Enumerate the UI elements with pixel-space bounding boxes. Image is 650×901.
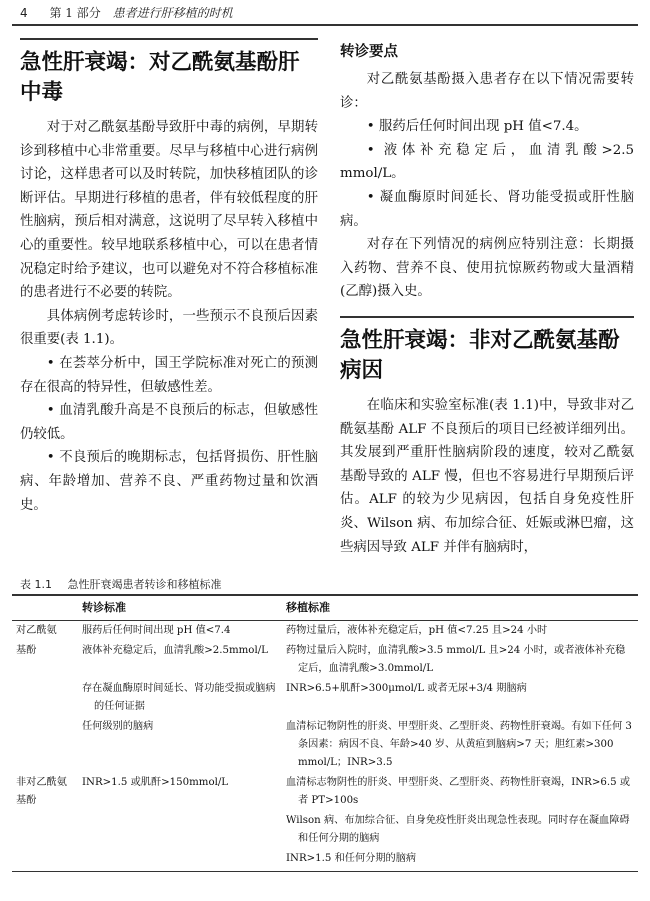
category-cell	[12, 811, 78, 849]
paragraph: 对存在下列情况的病例应特别注意：长期摄入药物、营养不良、使用抗惊厥药物或大量酒精(乙醇)摄入史。	[340, 237, 634, 300]
column-header: 转诊标准	[78, 595, 282, 621]
bullet-item: • 液体补充稳定后，血清乳酸>2.5 mmol/L。	[340, 142, 634, 182]
section-heading-acetaminophen: 急性肝衰竭：对乙酰氨基酚肝中毒	[20, 38, 318, 108]
table-caption-text: 急性肝衰竭患者转诊和移植标准	[67, 578, 222, 591]
part-label: 第 1 部分	[49, 6, 101, 20]
transplant-cell	[282, 717, 638, 773]
referral-text: 存在凝血酶原时间延长、肾功能受损或脑病的任何证据	[82, 683, 276, 712]
transplant-text: INR>1.5 和任何分期的脑病	[286, 853, 417, 864]
category-cell: 非对乙酰氨基酚	[16, 777, 67, 806]
transplant-text: Wilson 病、布加综合征、自身免疫性肝炎出现急性表现。同时存在凝血障碍和任何分期的脑病	[286, 815, 630, 844]
paragraph: 对乙酰氨基酚摄入患者存在以下情况需要转诊：	[340, 72, 634, 111]
table-row	[12, 641, 638, 679]
table-row	[12, 849, 638, 872]
page-number: 4	[20, 6, 28, 20]
running-header	[20, 4, 233, 21]
transplant-cell	[282, 679, 638, 717]
referral-text: 液体补充稳定后，血清乳酸>2.5mmol/L	[82, 645, 268, 656]
category-cell	[12, 717, 78, 773]
referral-text: 任何级别的脑病	[82, 721, 154, 732]
paragraph: 在临床和实验室标准(表 1.1)中，导致非对乙酰氨基酚 ALF 不良预后的项目已经被详细列出。其发展到严重肝性脑病阶段的速度，较对乙酰氨基酚导致的 ALF 慢，但也不容易进行早期预后评估。ALF 的较为少见病因，包括自身免疫性肝炎、Wilson 病、布加综合征、妊娠或淋巴瘤，这些病因导致 ALF 并伴有脑病时，	[340, 397, 634, 555]
category-cell: 基酚	[16, 645, 37, 656]
transplant-text: 血清标记物阴性的肝炎、甲型肝炎、乙型肝炎、药物性肝衰竭。有如下任何 3 条因素：病因不良、年龄>40 岁、从黄疸到脑病>7 天；胆红素>300 mmol/L；INR>3.5	[286, 721, 632, 768]
bullet-item: • 凝血酶原时间延长、肾功能受损或肝性脑病。	[340, 189, 634, 229]
table-row	[12, 717, 638, 773]
bullet-item: • 不良预后的晚期标志，包括肾损伤、肝性脑病、年龄增加、营养不良、严重药物过量和饮酒史。	[20, 450, 318, 513]
section-heading-non-acetaminophen: 急性肝衰竭：非对乙酰氨基酚病因	[340, 316, 634, 386]
transplant-cell	[282, 773, 638, 811]
table-header-row	[12, 595, 638, 621]
referral-text: INR>1.5 或肌酐>150mmol/L	[82, 777, 229, 788]
category-cell	[12, 849, 78, 872]
bullet-item: • 服药后任何时间出现 pH 值<7.4。	[366, 119, 588, 135]
left-column	[20, 38, 318, 517]
referral-text: 服药后任何时间出现 pH 值<7.4	[82, 625, 231, 636]
category-cell	[12, 679, 78, 717]
column-header	[12, 595, 78, 621]
referral-cell	[78, 811, 282, 849]
transplant-cell	[282, 641, 638, 679]
table-row	[12, 679, 638, 717]
chapter-title: 患者进行肝移植的时机	[112, 6, 233, 20]
transplant-cell	[282, 849, 638, 872]
subheading-referral-points: 转诊要点	[340, 44, 398, 60]
criteria-table	[12, 594, 638, 872]
transplant-text: INR>6.5+肌酐>300μmol/L 或者无尿+3/4 期脑病	[286, 683, 527, 694]
column-header: 移植标准	[282, 595, 638, 621]
transplant-text: 药物过量后，液体补充稳定后，pH 值<7.25 且>24 小时	[286, 625, 548, 636]
referral-cell	[78, 679, 282, 717]
referral-cell	[78, 621, 282, 642]
table-row	[12, 811, 638, 849]
transplant-text: 药物过量后入院时，血清乳酸>3.5 mmol/L 且>24 小时，或者液体补充稳定后，血清乳酸>3.0mmol/L	[286, 645, 626, 674]
table-row	[12, 773, 638, 811]
paragraph: 对于对乙酰氨基酚导致肝中毒的病例，早期转诊到移植中心非常重要。尽早与移植中心进行病例讨论，这样患者可以及时转院，加快移植团队的诊断评估。早期进行移植的患者，伴有较低程度的肝性脑病，预后相对满意，这说明了尽早转入移植中心的重要性。较早地联系移植中心，可以在患者情况稳定时给予建议，也可以避免对不符合移植标准的患者进行不必要的转院。	[20, 120, 318, 301]
table-caption	[20, 576, 222, 592]
bullet-item: • 在荟萃分析中，国王学院标准对死亡的预测存在很高的特异性，但敏感性差。	[20, 355, 318, 395]
header-rule	[12, 24, 638, 26]
referral-cell	[78, 717, 282, 773]
table-row	[12, 621, 638, 642]
referral-cell	[78, 849, 282, 872]
referral-cell	[78, 773, 282, 811]
table-number: 表 1.1	[20, 578, 52, 591]
bullet-item: • 血清乳酸升高是不良预后的标志，但敏感性仍较低。	[20, 403, 318, 442]
referral-cell	[78, 641, 282, 679]
paragraph: 具体病例考虑转诊时，一些预示不良预后因素很重要(表 1.1)。	[20, 308, 318, 348]
transplant-cell	[282, 621, 638, 642]
right-column	[340, 38, 634, 559]
category-cell: 对乙酰氨	[16, 625, 57, 636]
transplant-text: 血清标志物阴性的肝炎、甲型肝炎、乙型肝炎、药物性肝衰竭，INR>6.5 或者 PT>100s	[286, 777, 631, 806]
transplant-cell	[282, 811, 638, 849]
